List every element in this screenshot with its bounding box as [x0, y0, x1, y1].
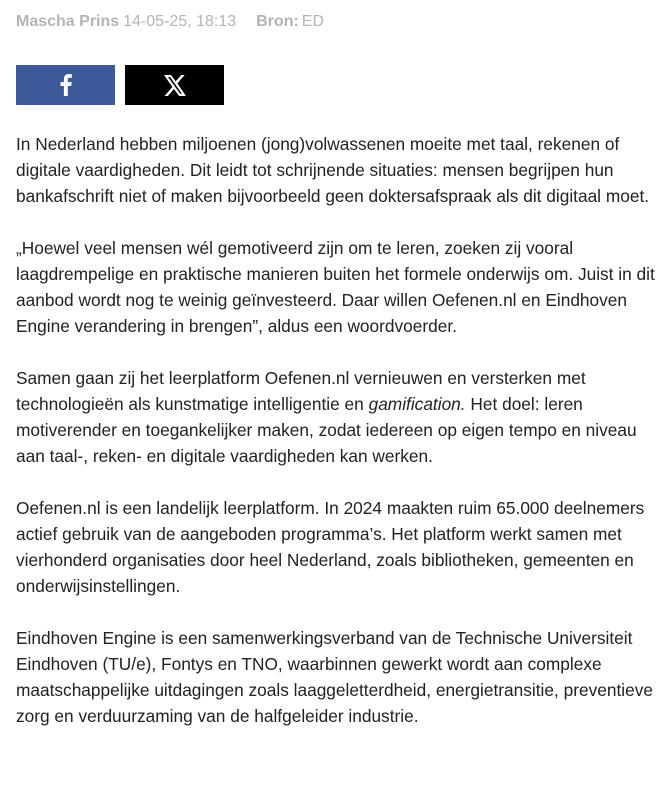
- source-label: Bron:: [256, 13, 299, 30]
- share-facebook-button[interactable]: [16, 65, 115, 105]
- article-paragraph: Oefenen.nl is een landelijk leerplatform. In 2024 maakten ruim 65.000 deelnemers actief gebruik van de aangeboden programma’s. Het platform werkt samen met vierhonderd organisaties door heel Nederland, zoals bibliotheken, gemeenten en onderwijsinstellingen.: [16, 498, 645, 596]
- article-paragraph: „Hoewel veel mensen wél gemotiveerd zijn om te leren, zoeken zij vooral laagdrempelige en praktische manieren buiten het formele onderwijs om. Juist in dit aanbod wordt nog te weinig geïnvesteerd. Daar willen Oefenen.nl en Eindhoven Engine verandering in brengen”, aldus een woordvoerder.: [16, 238, 655, 336]
- share-x-button[interactable]: [125, 65, 224, 105]
- source-name: ED: [301, 13, 325, 30]
- paragraph-text: Samen gaan zij het leerplatform Oefenen.nl vernieuwen en versterken met technologieën als kunstmatige intelligentie en: [16, 368, 586, 414]
- article-body: [16, 131, 656, 755]
- paragraph-text: Het doel: leren motiverender en toegankelijker maken, zodat iedereen op eigen tempo en niveau aan taal-, reken- en digitale vaardigheden kan werken.: [16, 394, 637, 466]
- article-paragraph: [16, 365, 656, 469]
- author-name: Mascha Prins: [16, 13, 120, 30]
- facebook-f-icon: [60, 74, 72, 96]
- article-paragraph: Eindhoven Engine is een samenwerkingsverband van de Technische Universiteit Eindhoven (TU/e), Fontys en TNO, waarbinnen gewerkt wordt aan complexe maatschappelijke uitdagingen zoals laaggeletterdheid, energietransitie, preventieve zorg en verduurzaming van de halfgeleider industrie.: [16, 628, 653, 726]
- x-logo-icon: [164, 75, 186, 96]
- article-meta: [16, 12, 324, 32]
- emphasis-text: gamification.: [368, 394, 466, 414]
- publish-date: 14-05-25, 18:13: [123, 13, 237, 30]
- article-paragraph: In Nederland hebben miljoenen (jong)volwassenen moeite met taal, rekenen of digitale vaardigheden. Dit leidt tot schrijnende situaties: mensen begrijpen hun bankafschrift niet of maken bijvoorbeeld geen doktersafspraak als dit digitaal moet.: [16, 134, 650, 206]
